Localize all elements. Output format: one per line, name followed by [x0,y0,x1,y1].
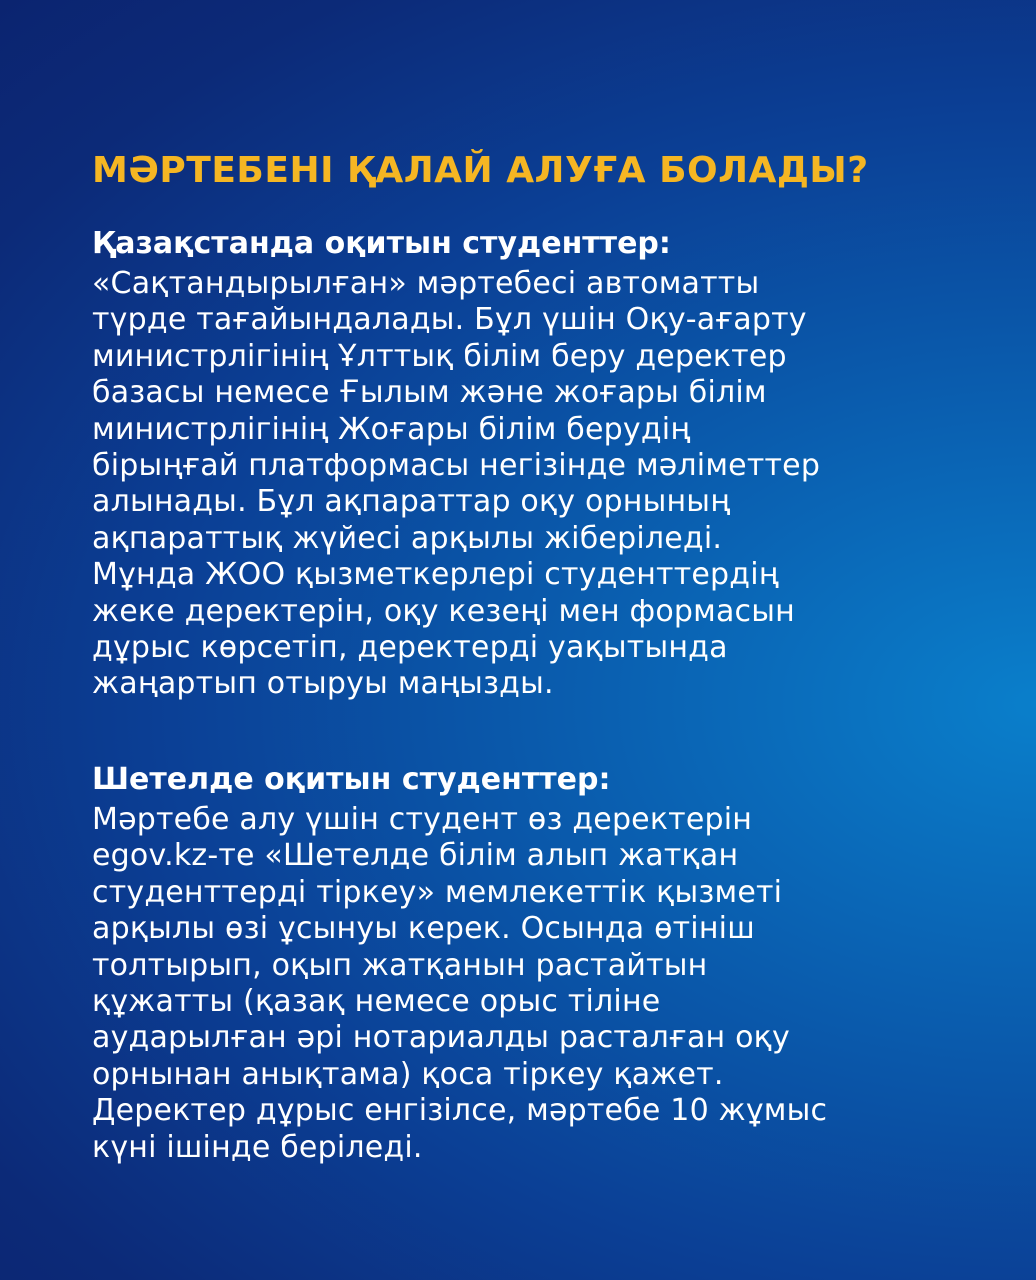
text-line: Мәртебе алу үшін студент өз деректерін [92,802,753,837]
text-line: толтырып, оқып жатқанын растайтын [92,947,708,983]
text-line: жаңартып отыруы маңызды. [92,666,554,702]
text-line: egov.kz-те «Шетелде білім алып жатқан [92,838,739,874]
section-title: Шетелде оқитын студенттер: [92,762,611,797]
text-line: Деректер дұрыс енгізілсе, мәртебе 10 жұмыс [92,1093,828,1129]
text-line: құжатты (қазақ немесе орыс тіліне [92,984,661,1020]
section-body [92,802,992,1166]
text-line: ақпараттық жүйесі арқылы жіберіледі. [92,520,723,556]
text-line: «Сақтандырылған» мәртебесі автоматты [92,266,760,301]
text-line: Мұнда ЖОО қызметкерлері студенттердің [92,557,779,593]
text-line: базасы немесе Ғылым және жоғары білім [92,375,767,411]
text-line: аударылған әрі нотариалды расталған оқу [92,1020,790,1056]
section-body [92,266,992,703]
text-line: түрде тағайындалады. Бұл үшін Оқу-ағарту [92,302,807,338]
text-line: жеке деректерін, оқу кезеңі мен формасын [92,593,795,629]
text-line: дұрыс көрсетіп, деректерді уақытында [92,630,728,666]
text-line: арқылы өзі ұсынуы керек. Осында өтініш [92,911,755,947]
text-line: бірыңғай платформасы негізінде мәліметтер [92,448,821,484]
section-kazakhstan-students [92,222,992,703]
text-line: алынады. Бұл ақпараттар оқу орнының [92,484,731,520]
text-line: министрлігінің Ұлттық білім беру деректер [92,338,787,374]
text-line: студенттерді тіркеу» мемлекеттік қызметі [92,874,783,910]
text-line: министрлігінің Жоғары білім берудің [92,411,691,447]
text-line: күні ішінде беріледі. [92,1129,423,1165]
page-title: МӘРТЕБЕНІ ҚАЛАЙ АЛУҒА БОЛАДЫ? [92,150,869,191]
section-title: Қазақстанда оқитын студенттер: [92,226,671,261]
section-abroad-students [92,758,992,1166]
text-line: орнынан анықтама) қоса тіркеу қажет. [92,1056,724,1092]
